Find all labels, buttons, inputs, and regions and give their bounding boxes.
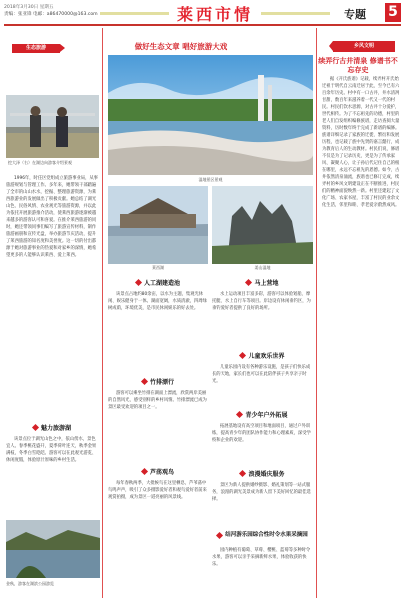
section-name: 专题 — [344, 8, 366, 21]
portrait-caption: 挖大泽（右）在湖边向游客介绍景观 — [8, 160, 72, 165]
subhead-charm-lake — [6, 423, 98, 432]
bullet-icon — [216, 531, 223, 538]
kids-world-text: 儿童乐园内设有各种游乐设施，是孩子们快乐成长的天地，家长们也可以在此陪伴孩子共享亲子时光。 — [212, 365, 311, 384]
bullet-icon — [135, 279, 142, 286]
youth-outdoor-text: 拓展基地设有高空项目和地面项目，通过户外训练，提高青少年的团队协作能力和心理素质，深受学校和企业的欢迎。 — [212, 424, 311, 443]
subhead-kids-world-title: 儿童欢乐世界 — [248, 353, 285, 360]
masthead-rule-right — [261, 12, 330, 15]
section-tag-eco-tourism: 生态旅游 — [12, 44, 60, 53]
feature-kicker: 做好生态文章 唱好旅游大戏 — [134, 42, 228, 51]
bullet-icon — [245, 279, 252, 286]
section-tag-rural-civility: 乡风文明 — [333, 41, 395, 52]
wedding-service-text: 景区为新人提供婚纱摄影、婚礼策划等一站式服务，浪漫的湖光美景成为新人留下美好回忆的最佳选择。 — [212, 483, 311, 502]
subhead-bamboo-raft — [108, 377, 208, 386]
bullet-icon — [239, 470, 246, 477]
page-header — [0, 0, 405, 26]
bullet-icon — [141, 378, 148, 385]
issue-date: 2018年3月30日 星期五 — [4, 5, 54, 10]
header-info — [4, 4, 98, 18]
bullet-icon — [236, 411, 243, 418]
subhead-bamboo-raft-title: 竹排漂行 — [149, 379, 174, 386]
lakeside-photo — [6, 520, 100, 578]
subhead-wedding-service-title: 浪漫婚庆服务 — [248, 471, 285, 478]
bamboo-raft-text: 游客可以乘坐竹排在湖面上漂流，欣赏两岸美丽的自然风光，感受别样的乡村风情。竹排漂流已成为景区最受欢迎的项目之一。 — [108, 391, 207, 410]
feature-main-caption: 湿地景区景观 — [198, 177, 223, 182]
portrait-photo — [6, 95, 99, 158]
bullet-icon — [239, 352, 246, 359]
subhead-horse-camp — [212, 278, 313, 287]
artificial-lake-text: 该景点占地约80余亩，以水为主题，集观光休闲、娱乐健身于一体。湖面宽阔，水质清澈，四周绿树成荫，环境优美，是市民休闲娱乐的好去处。 — [108, 292, 207, 311]
left-article: 1996年，时任区党组成立旅游事业局，从事旅游规划与管理工作。多年来，她带领干部踏遍了全市的山山水水，挖掘、整理旅游资源，为莱西旅游业的发展做出了积极贡献。她总结了湖光山色、民俗风情、农业观光等旅游资源，并以此为依托开展旅游推介活动，使莱西旅游逐渐被越来越多的游客认可和喜爱。在推介莱西旅游的同时，她还带领同事们编写了旅游宣传材料，制作旅游画册和宣传光盘，举办旅游节庆活动，提升了莱西旅游的知名度和美誉度。这一切的付出都源于她对旅游事业的热爱和对家乡的深情，她希望更多的人能够认识莱西、爱上莱西。 — [6, 176, 98, 258]
masthead — [100, 3, 330, 23]
header-rule — [4, 24, 401, 26]
feature-main-photo — [108, 55, 313, 175]
subhead-artificial-lake-title: 人工湖建造池 — [143, 280, 180, 287]
subhead-kids-world — [212, 351, 313, 360]
column-divider — [316, 28, 317, 598]
right-article-text: 据《开氏族谱》记载，续弄村开氏始迁祖于明代自云南迁居于此，至今已有六百余年历史。村中有一口古井，井水清冽甘甜，数百年来滋养着一代又一代的村民。村民们饮水思源，对古井十分爱护，世代相传。为了不忘祖先的功德，村里的老人们自发组织编修族谱，走访查阅大量资料，历时数年终于完成了新谱的编修。族谱详细记录了家族的迁徙、繁衍和发展历程，也记载了族中先贤的嘉言懿行，成为教育后人的生动教材。村民们说，修谱不仅是为了记录历史，更是为了传承家风、凝聚人心，让子孙后代记住自己的根在哪里，永远不忘祖先的恩德。如今，古井依然清泉涌流，族谱也已修订完成，续弄村的乡风文明建设正在不断推进，村民们的精神面貌焕然一新。村里还建起了文化广场、农家书屋，丰富了村民的业余文化生活，邻里和睦、孝老爱亲蔚然成风。 — [322, 77, 400, 208]
feature-photo-right — [212, 186, 313, 264]
feature-photo-left-caption: 莱西湖 — [152, 265, 164, 270]
bullet-icon — [32, 424, 39, 431]
horse-camp-text: 水上运动项目丰富多彩，游客可以体验划船、摩托艇、水上自行车等项目。岸边设有休闲垂钓区，为垂钓爱好者提供了良好的场所。 — [212, 292, 311, 311]
subhead-charm-lake-title: 魅力旅游湖 — [40, 425, 71, 432]
feature-photo-left — [108, 186, 208, 264]
subhead-bird-watching-title: 芦荡观鸟 — [149, 469, 174, 476]
bullet-icon — [141, 468, 148, 475]
subhead-fruit-orchard — [212, 527, 313, 543]
subhead-horse-camp-title: 马上营地 — [254, 280, 279, 287]
lakeside-caption: 金秋，游客在湖滨公园游览 — [6, 581, 54, 586]
feature-photo-right-caption: 姜山湿地 — [254, 265, 271, 270]
editor-line: 责编：张亚锋 电邮：a86470000@163.com — [4, 12, 98, 17]
subhead-youth-outdoor — [212, 410, 313, 419]
paper-title: 莱西市情 — [177, 4, 254, 24]
subhead-youth-outdoor-title: 青少年户外拓展 — [245, 412, 288, 419]
masthead-rule-left — [100, 12, 169, 15]
subhead-fruit-orchard-title: 结河游乐园综合性时令水果采摘园 — [225, 531, 308, 538]
page-number: 5 — [385, 3, 401, 22]
charm-lake-text: 该景点位于湖光山色之中，依山傍水，景色宜人。春季桃花盛开，夏季荷叶连天，秋季金果满枝，冬季白雪皑皑。游客可以在此观光游览、休闲度假，体验原汁原味的乡村生活。 — [6, 437, 97, 463]
column-divider — [102, 28, 103, 598]
subhead-bird-watching — [108, 467, 208, 476]
right-article-title: 续弄行古井清泉 修谱书不忘存史 — [318, 56, 398, 74]
fruit-orchard-text: 园内种植有葡萄、草莓、樱桃、蓝莓等多种时令水果，游客可以亲手采摘新鲜水果，体验收获的快乐。 — [212, 548, 311, 567]
subhead-artificial-lake — [108, 278, 208, 287]
bird-watching-text: 每年春秋两季，大批候鸟在这里栖息，芦苇荡中鸟鸣声声，吸引了众多摄影爱好者和观鸟爱好者前来观赏拍摄，成为景区一道亮丽的风景线。 — [108, 481, 207, 500]
subhead-wedding-service — [212, 469, 313, 478]
